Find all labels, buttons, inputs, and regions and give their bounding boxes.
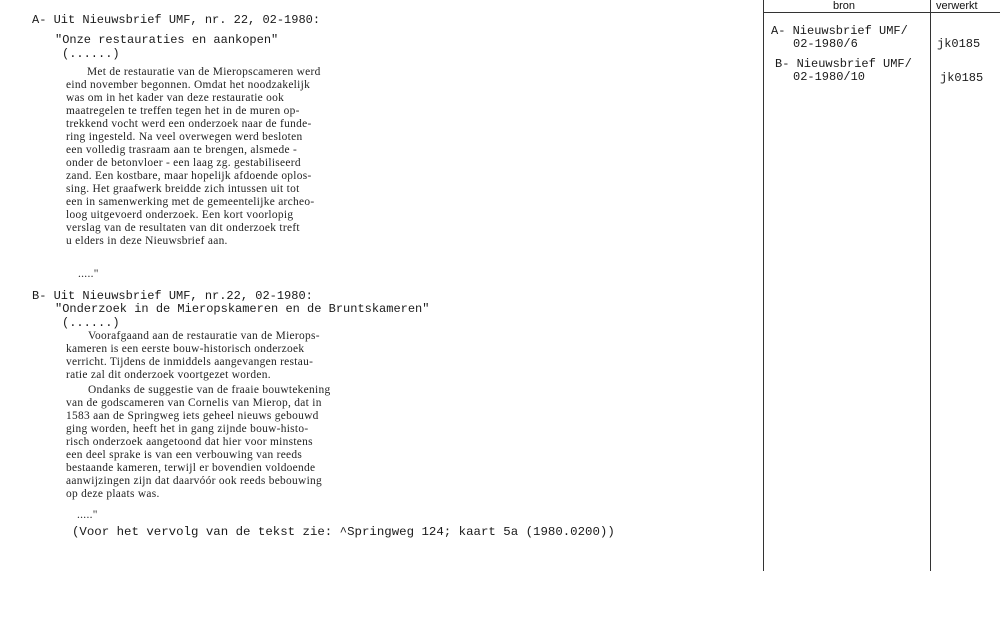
section-a-heading: A- Uit Nieuwsbrief UMF, nr. 22, 02-1980: [32, 13, 321, 27]
panel-header-rule [763, 12, 1000, 13]
section-b-body-line: bestaande kameren, terwijl er bovendien voldoende [66, 462, 316, 474]
verwerkt-header: verwerkt [936, 0, 978, 12]
section-a-body-line: een in samenwerking met de gemeentelijke archeo- [66, 196, 315, 208]
section-a-body-line: u elders in deze Nieuwsbrief aan. [66, 235, 228, 247]
section-a-body-line: trekkend vocht werd een onderzoek naar de funde- [66, 118, 312, 130]
section-a-body-line: maatregelen te treffen tegen het in de muren op- [66, 105, 300, 117]
section-a-body-line: Met de restauratie van de Mieropscameren werd [87, 66, 321, 78]
section-b-ellipsis-close: ....." [77, 509, 98, 521]
section-a-body-line: een volledig trasraam aan te brengen, alsmede - [66, 144, 298, 156]
section-a-body-line: verslag van de resultaten van dit onderzoek treft [66, 222, 300, 234]
bron-header: bron [833, 0, 856, 12]
section-a-body-line: was om in het kader van deze restauratie ook [66, 92, 285, 104]
section-a-body-line: onder de betonvloer - een laag zg. gestabiliseerd [66, 157, 301, 169]
source-a-line1: A- Nieuwsbrief UMF/ [771, 24, 908, 38]
source-b-verwerkt: jk0185 [940, 71, 984, 85]
source-b-line1: B- Nieuwsbrief UMF/ [775, 57, 912, 71]
source-a-line2: 02-1980/6 [793, 37, 858, 51]
panel-divider [930, 0, 931, 571]
section-b-body-line: aanwijzingen zijn dat daarvóór ook reeds bebouwing [66, 475, 323, 487]
section-b-heading: B- Uit Nieuwsbrief UMF, nr.22, 02-1980: [32, 289, 313, 303]
source-a-verwerkt: jk0185 [937, 37, 981, 51]
section-b-title: "Onderzoek in de Mieropskameren en de Bruntskameren" [55, 302, 430, 316]
section-b-ellipsis-open: (......) [62, 316, 120, 330]
section-b-body-line: Ondanks de suggestie van de fraaie bouwtekening [88, 384, 331, 396]
section-b-continuation: (Voor het vervolg van de tekst zie: ^Springweg 124; kaart 5a (1980.0200)) [72, 525, 615, 539]
section-a-body-line: ring ingesteld. Na veel overwegen werd besloten [66, 131, 303, 143]
section-b-body-line: ging worden, heeft het in gang zijnde bouw-histo- [66, 423, 309, 435]
section-a-title: "Onze restauraties en aankopen" [55, 33, 279, 47]
section-b-body-line: verricht. Tijdens de inmiddels aangevangen restau- [66, 356, 314, 368]
panel-left-border [763, 0, 764, 571]
section-a-body-line: zand. Een kostbare, maar hopelijk afdoende oplos- [66, 170, 312, 182]
section-b-body-line: kameren is een eerste bouw-historisch onderzoek [66, 343, 305, 355]
section-b-body-line: risch onderzoek aangetoond dat hier voor minstens [66, 436, 313, 448]
section-a-ellipsis-close: ....." [78, 268, 99, 280]
section-b-body-line: 1583 aan de Springweg iets geheel nieuws gebouwd [66, 410, 319, 422]
section-a-ellipsis-open: (......) [62, 47, 120, 61]
section-b-body-line: van de godscameren van Cornelis van Mierop, dat in [66, 397, 322, 409]
section-b-body-line: Voorafgaand aan de restauratie van de Mierops- [88, 330, 320, 342]
section-b-body-line: een deel sprake is van een verbouwing van reeds [66, 449, 303, 461]
section-a-body-line: sing. Het graafwerk breidde zich intussen uit tot [66, 183, 300, 195]
section-b-body-line: ratie zal dit onderzoek voortgezet worden. [66, 369, 271, 381]
section-b-body-line: op deze plaats was. [66, 488, 160, 500]
section-a-body-line: loog uitgevoerd onderzoek. Een kort voorlopig [66, 209, 294, 221]
source-b-line2: 02-1980/10 [793, 70, 866, 84]
section-a-body-line: eind november begonnen. Omdat het noodzakelijk [66, 79, 311, 91]
